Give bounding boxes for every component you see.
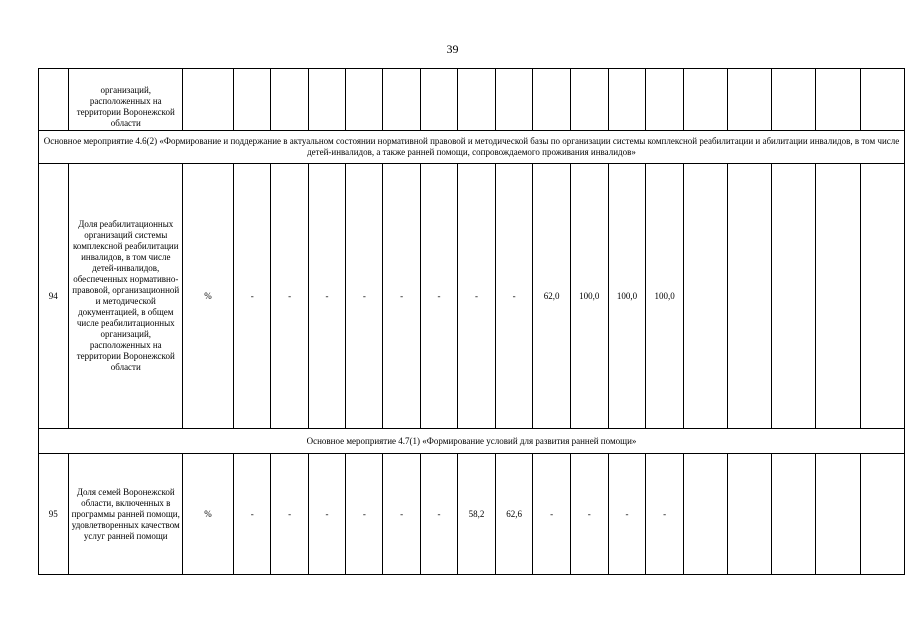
value-cell: 100,0 <box>646 164 684 429</box>
value-cell: - <box>420 164 457 429</box>
row-number-cell <box>39 69 69 131</box>
value-cell: - <box>533 454 571 575</box>
value-cell <box>772 454 816 575</box>
value-cell: - <box>271 164 308 429</box>
table-row <box>39 164 905 429</box>
value-cell: 100,0 <box>570 164 608 429</box>
unit-cell: % <box>182 164 233 429</box>
value-cell: - <box>570 454 608 575</box>
value-cell: - <box>495 164 533 429</box>
value-cell: 100,0 <box>608 164 646 429</box>
table-row <box>39 454 905 575</box>
value-cell: - <box>234 164 271 429</box>
value-cell <box>816 454 860 575</box>
value-cell: - <box>420 454 457 575</box>
value-cell: - <box>383 454 420 575</box>
section-title: Основное мероприятие 4.6(2) «Формирование и поддержание в актуальном состоянии нормативной правовой и методической базы по организации системы комплексной реабилитации и абилитации инвалидов, в том числе детей-инвалидов, а также ранней помощи, сопровождаемого проживания инвалидов» <box>39 131 905 164</box>
value-cell <box>683 454 727 575</box>
value-cell: - <box>308 454 345 575</box>
value-cell: - <box>271 454 308 575</box>
table-row <box>39 69 905 131</box>
indicators-table <box>38 68 905 575</box>
value-cell: 58,2 <box>458 454 496 575</box>
section-row <box>39 429 905 454</box>
indicator-description: организаций, расположенных на территории Воронежской области <box>68 69 182 131</box>
value-cell <box>683 164 727 429</box>
unit-cell: % <box>182 454 233 575</box>
indicator-description: Доля реабилитационных организаций системы комплексной реабилитации инвалидов, в том числе детей-инвалидов, обеспеченных нормативно-правовой, организационной и методической документацией, в общем числе реабилитационных организаций, расположенных на территории Воронежской области <box>68 164 182 429</box>
value-cell <box>728 454 772 575</box>
value-cell: - <box>234 454 271 575</box>
row-number: 94 <box>39 164 69 429</box>
value-cell: - <box>646 454 684 575</box>
value-cell: - <box>458 164 496 429</box>
page-number: 39 <box>446 42 459 56</box>
indicator-description: Доля семей Воронежской области, включенных в программы ранней помощи, удовлетворенных качеством услуг ранней помощи <box>68 454 182 575</box>
value-cell <box>816 164 860 429</box>
value-cell: - <box>383 164 420 429</box>
section-row <box>39 131 905 164</box>
value-cell <box>860 164 904 429</box>
section-title: Основное мероприятие 4.7(1) «Формирование условий для развития ранней помощи» <box>39 429 905 454</box>
value-cell: 62,0 <box>533 164 571 429</box>
value-cell: - <box>346 164 383 429</box>
value-cell: - <box>308 164 345 429</box>
value-cell <box>728 164 772 429</box>
value-cell: 62,6 <box>495 454 533 575</box>
row-number: 95 <box>39 454 69 575</box>
value-cell <box>772 164 816 429</box>
value-cell: - <box>346 454 383 575</box>
value-cell <box>860 454 904 575</box>
value-cell: - <box>608 454 646 575</box>
